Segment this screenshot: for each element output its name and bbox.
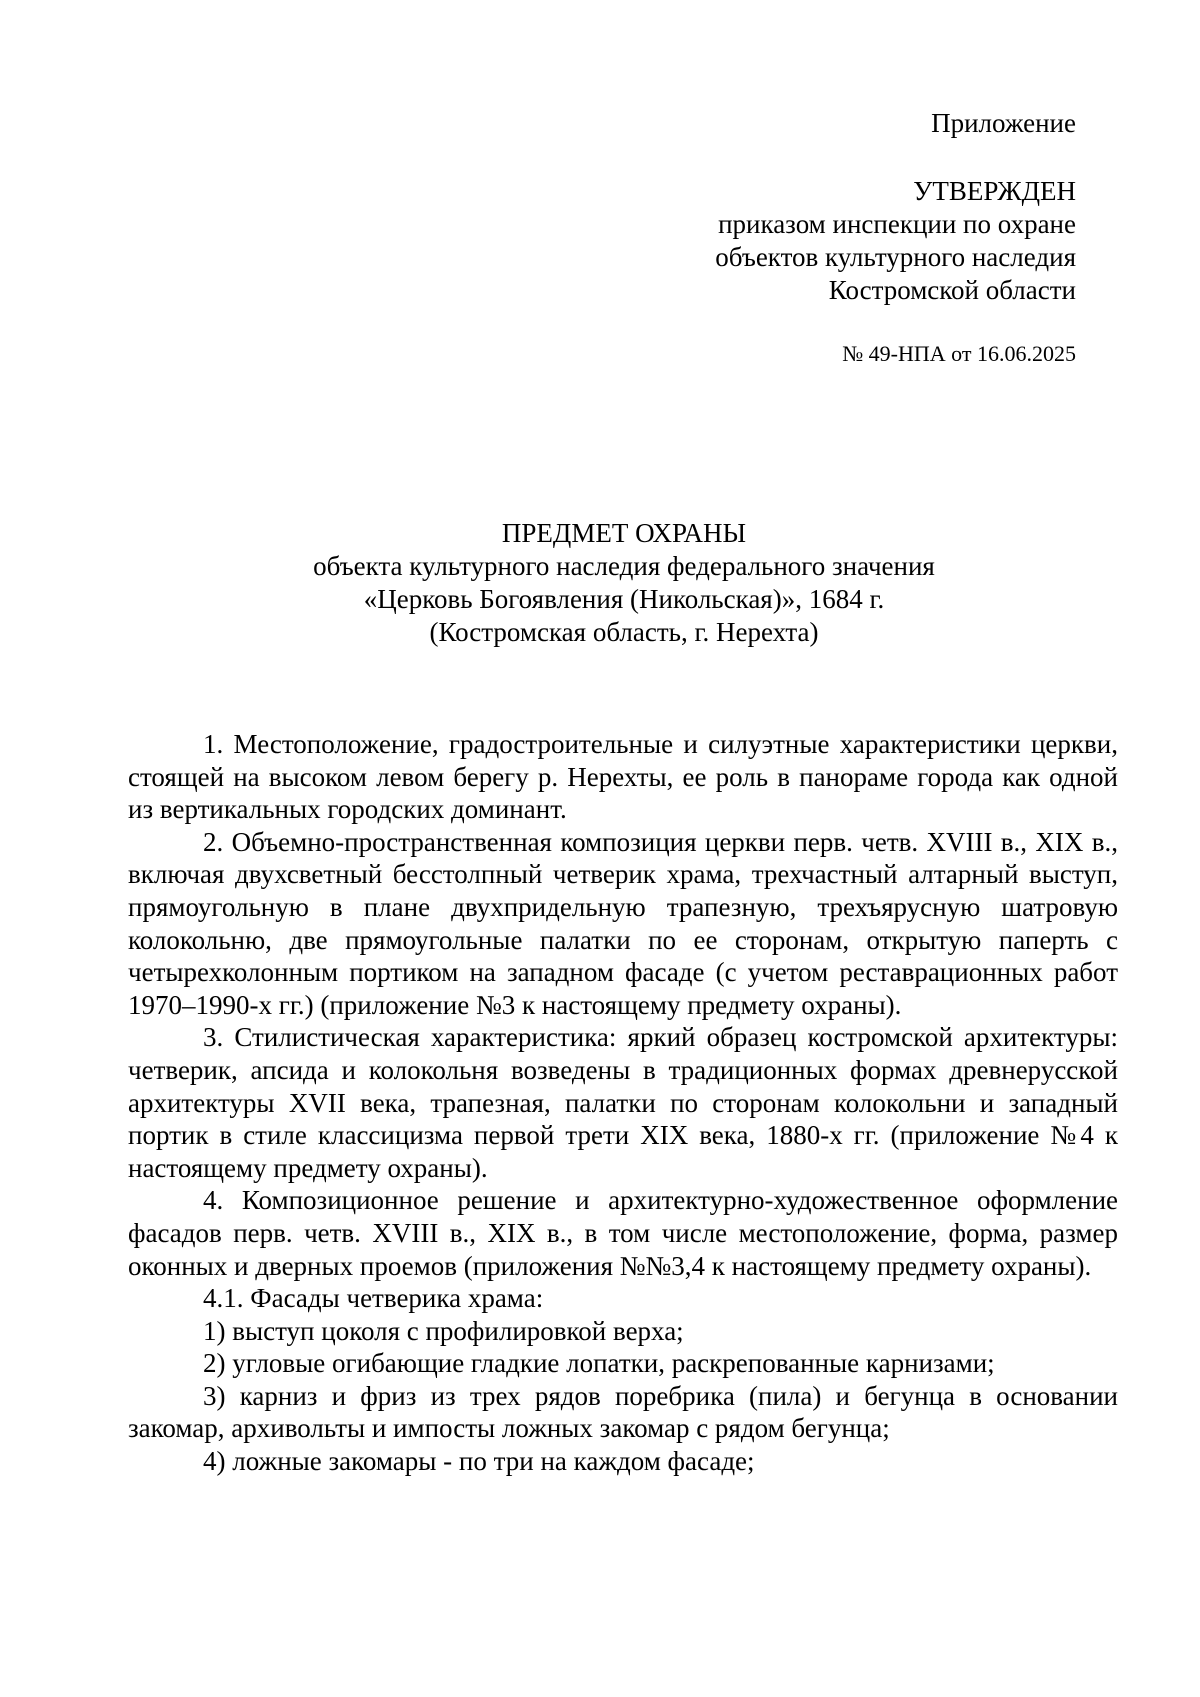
paragraph-1: 1. Местоположение, градостроительные и силуэтные характеристики церкви, стоящей на высоком левом берегу р. Нерехты, ее роль в панораме города как одной из вертикальных городских доминант. [128, 729, 1118, 825]
approved-by-line-1: приказом инспекции по охране [718, 209, 1076, 239]
list-item-4: 4) ложные закомары - по три на каждом фасаде; [203, 1446, 755, 1477]
approved-label: УТВЕРЖДЕН [913, 176, 1076, 206]
paragraph-2: 2. Объемно-пространственная композиция церкви перв. четв. XVIII в., XIX в., включая двухсветный бесстолпный четверик храма, трехчастный алтарный выступ, прямоугольную в плане двухпридельную трапезную, трехъярусную шатровую колокольню, две прямоугольные палатки по ее сторонам, открытую паперть с четырехколонным портиком на западном фасаде (с учетом реставрационных работ 1970–1990-х гг.) (приложение №3 к настоящему предмету охраны). [128, 826, 1118, 1020]
paragraph-3: 3. Стилистическая характеристика: яркий образец костромской архитектуры: четверик, апсида и колокольня возведены в традиционных формах древнерусской архитектуры XVII века, трапезная, палатки по сторонам колокольни и западный портик в стиле классицизма первой трети XIX века, 1880-х гг. (приложение №4 к настоящему предмету охраны). [128, 1022, 1118, 1183]
title-line-1: объекта культурного наследия федерального значения [313, 551, 935, 581]
title-line-3: (Костромская область, г. Нерехта) [429, 617, 819, 647]
list-item-3: 3) карниз и фриз из трех рядов поребрика (пила) и бегунца в основании закомар, архивольты и импосты ложных закомар с рядом бегунца; [128, 1380, 1118, 1444]
list-item-2: 2) угловые огибающие гладкие лопатки, раскрепованные карнизами; [203, 1348, 995, 1379]
document-body [128, 728, 1118, 1478]
document-title [0, 517, 1200, 649]
order-number: № 49-НПА от 16.06.2025 [842, 341, 1076, 366]
paragraph-4: 4. Композиционное решение и архитектурно-художественное оформление фасадов перв. четв. XVIII в., XIX в., в том числе местоположение, форма, размер оконных и дверных проемов (приложения №№3,4 к настоящему предмету охраны). [128, 1185, 1118, 1281]
list-item-1: 1) выступ цоколя с профилировкой верха; [203, 1315, 684, 1346]
paragraph-4-1: 4.1. Фасады четверика храма: [203, 1283, 544, 1314]
title-heading: ПРЕДМЕТ ОХРАНЫ [501, 518, 747, 548]
title-line-2: «Церковь Богоявления (Никольская)», 1684 г. [363, 584, 885, 614]
appendix-label: Приложение [931, 108, 1076, 138]
approved-by-line-3: Костромской области [828, 275, 1076, 305]
approved-by-line-2: объектов культурного наследия [715, 242, 1076, 272]
